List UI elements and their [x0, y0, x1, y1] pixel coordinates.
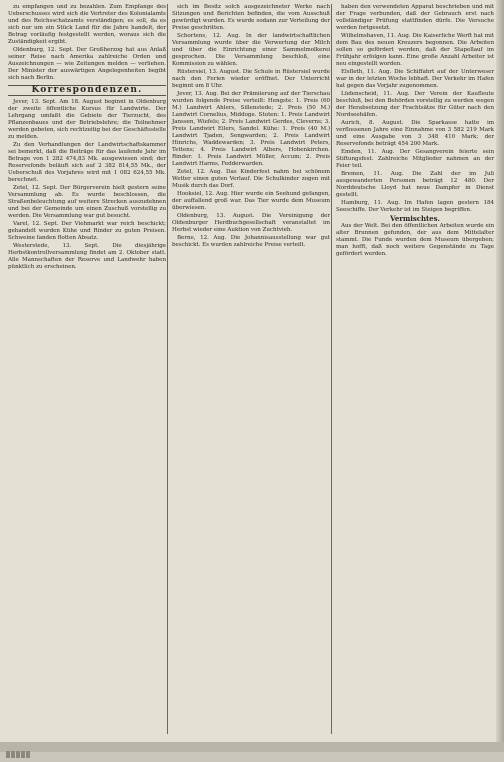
- article-paragraph: Bremen, 11. Aug. Die Zahl der im Juli ausgewanderten Personen beträgt 12 480. Der Norddeutsche Lloyd hat neue Dampfer in Dienst gestellt.: [336, 171, 494, 198]
- column-2: [172, 4, 330, 250]
- section-subheading: Vermischtes.: [390, 214, 440, 223]
- article-paragraph: Zetel, 12. Aug. Das Kinderfest nahm bei schönem Wetter einen guten Verlauf. Die Schulkinder zogen mit Musik durch das Dorf.: [172, 169, 330, 189]
- article-paragraph: Zetel, 12. Sept. Der Bürgerverein hielt gestern seine Versammlung ab. Es wurde beschlossen, die Straßenbeleuchtung auf weitere Strecken auszudehnen und bei der Gemeinde um einen Zuschuß vorstellig zu werden. Die Versammlung war gut besucht.: [8, 185, 166, 219]
- article-paragraph: Rüstersiel, 13. August. Die Schule in Rüstersiel wurde nach den Ferien wieder eröffnet. Der Unterricht beginnt um 8 Uhr.: [172, 69, 330, 89]
- article-paragraph: Aurich, 8. August. Die Sparkasse hatte im verflossenen Jahre eine Einnahme von 3 582 219 Mark und eine Ausgabe von 3 348 410 Mark; der Reservefonds beträgt 454 200 Mark.: [336, 120, 494, 147]
- column-rule: [167, 4, 168, 734]
- column-3: [336, 4, 494, 259]
- article-paragraph: Oldenburg, 12. Sept. Der Großherzog hat aus Anlaß seiner Reise nach Amerika zahlreiche Orden und Auszeichnungen — wie Zeitungen melden — verliehen. Der Minister der auswärtigen Angelegenheiten begibt sich nach Berlin.: [8, 47, 166, 81]
- article-paragraph: Hooksiel, 12. Aug. Hier wurde ein Seehund gefangen, der auffallend groß war. Das Tier wurde dem Museum überwiesen.: [172, 191, 330, 211]
- column-1: [8, 4, 166, 272]
- article-paragraph: Zu den Verhandlungen der Landwirtschaftskammer sei bemerkt, daß die Beiträge für das laufende Jahr im Betrage von 1 282 474,83 Mk. ausgewiesen sind; der Reservefonds beläuft sich auf 2 382 814,55 Mk., der Ueberschuß des Vorjahres wird mit 1 082 624,55 Mk. berechnet.: [8, 142, 166, 183]
- article-paragraph: zu empfangen und zu bezahlen. Zum Empfange des Ueberschusses wird sich die Vertreter des Kolonialamts und des Reichsschatzamts verständigen; es soll, da es sich nur um ein Stück Land für die Jahre handelt, der Betrag vorläufig festgestellt werden, woraus sich die Zuständigkeit ergibt.: [8, 4, 166, 45]
- page-fold-shadow: [496, 0, 504, 742]
- article-paragraph: Lüdenscheid, 11. Aug. Der Verein der Kaufleute beschloß, bei den Behörden vorstellig zu werden wegen der Herabsetzung der Frachtsätze für Güter nach den Nordseehäfen.: [336, 91, 494, 118]
- article-paragraph: haben den verwendeten Apparat beschrieben und mit der Frage verbunden, daß der Gebrauch erst nach vollständiger Prüfung stattfinden dürfe. Die Versuche werden fortgesetzt.: [336, 4, 494, 31]
- article-paragraph: Oldenburg, 13. August. Die Vereinigung der Oldenburger Herdbuchgesellschaft veranstaltet im Herbst wieder eine Auktion von Zuchtvieh.: [172, 213, 330, 233]
- article-paragraph: Aus der Welt. Bei den öffentlichen Arbeiten wurde ein alter Brunnen gefunden, der aus dem Mittelalter stammt. Die Funde wurden dem Museum übergeben; man hofft, daß noch weitere Gegenstände zu Tage gefördert werden.: [336, 223, 494, 257]
- article-paragraph: Schortens, 12. Aug. In der landwirtschaftlichen Versammlung wurde über die Verwertung der Milch und über die Einrichtung einer Sammelmolkerei gesprochen. Die Versammlung beschloß, eine Kommission zu wählen.: [172, 33, 330, 67]
- article-paragraph: Varel, 12. Sept. Der Viehmarkt war reich beschickt; gehandelt wurden Kühe und Rinder zu guten Preisen. Schweine fanden flotten Absatz.: [8, 221, 166, 241]
- article-paragraph: Westerstede, 13. Sept. Die diesjährige Herbstkontrollversammlung findet am 2. Oktober statt. Alle Mannschaften der Reserve und Landwehr haben pünktlich zu erscheinen.: [8, 243, 166, 270]
- article-paragraph: Jever, 13. Aug. Bei der Prämiierung auf der Tierschau wurden folgende Preise verteilt: Hengste: 1. Preis (60 M.) Landwirt Ahlers, Sillenstede; 2. Preis (50 M.) Landwirt Cornelius, Middoge. Stuten: 1. Preis Landwirt Janssen, Wiefels; 2. Preis Landwirt Gerdes, Cleverns; 3. Preis Landwirt Eilers, Sandel. Kühe: 1. Preis (40 M.) Landwirt Tjaden, Sengwarden; 2. Preis Landwirt Hinrichs, Waddewarden; 3. Preis Landwirt Peters, Tettens; 4. Preis Landwirt Albers, Hohenkirchen. Rinder: 1. Preis Landwirt Müller, Accum; 2. Preis Landwirt Harms, Fedderwarden.: [172, 91, 330, 167]
- article-paragraph: Emden, 11. Aug. Der Gesangverein feierte sein Stiftungsfest. Zahlreiche Mitglieder nahmen an der Feier teil.: [336, 149, 494, 169]
- section-heading: Korrespondenzen.: [8, 85, 166, 96]
- article-paragraph: Hamburg, 11. Aug. Im Hafen lagen gestern 184 Seeschiffe. Der Verkehr ist im Steigen begriffen.: [336, 200, 494, 213]
- article-paragraph: sich im Besitz solch ausgezeichneter Werke nach Sitzungen und Berichten befinden, die vom Ausschuß gewürdigt wurden. Es wurde sodann zur Verteilung der Preise geschritten.: [172, 4, 330, 31]
- column-rule: [331, 4, 332, 734]
- article-paragraph: Berne, 12. Aug. Die Johannisausstellung war gut beschickt. Es wurden zahlreiche Preise verteilt.: [172, 235, 330, 248]
- article-paragraph: Elsfleth, 11. Aug. Die Schiffahrt auf der Unterweser war in der letzten Woche lebhaft. Der Verkehr im Hafen hat gegen das Vorjahr zugenommen.: [336, 69, 494, 89]
- library-logo-icon: [6, 743, 40, 751]
- article-paragraph: Wilhelmshaven, 11. Aug. Die Kaiserliche Werft hat mit dem Bau des neuen Kreuzers begonnen. Die Arbeiten sollen so gefördert werden, daß der Stapellauf im Frühjahr erfolgen kann. Eine große Anzahl Arbeiter ist neu eingestellt worden.: [336, 33, 494, 67]
- scan-footer-strip: [0, 742, 504, 752]
- article-paragraph: Jever, 13. Sept. Am 18. August beginnt in Oldenburg der zweite öffentliche Kursus für Landwirte. Der Lehrgang umfaßt die Gebiete der Tierzucht, des Pflanzenbaues und der Betriebslehre; die Teilnehmer werden gebeten, sich rechtzeitig bei der Geschäftsstelle zu melden.: [8, 99, 166, 140]
